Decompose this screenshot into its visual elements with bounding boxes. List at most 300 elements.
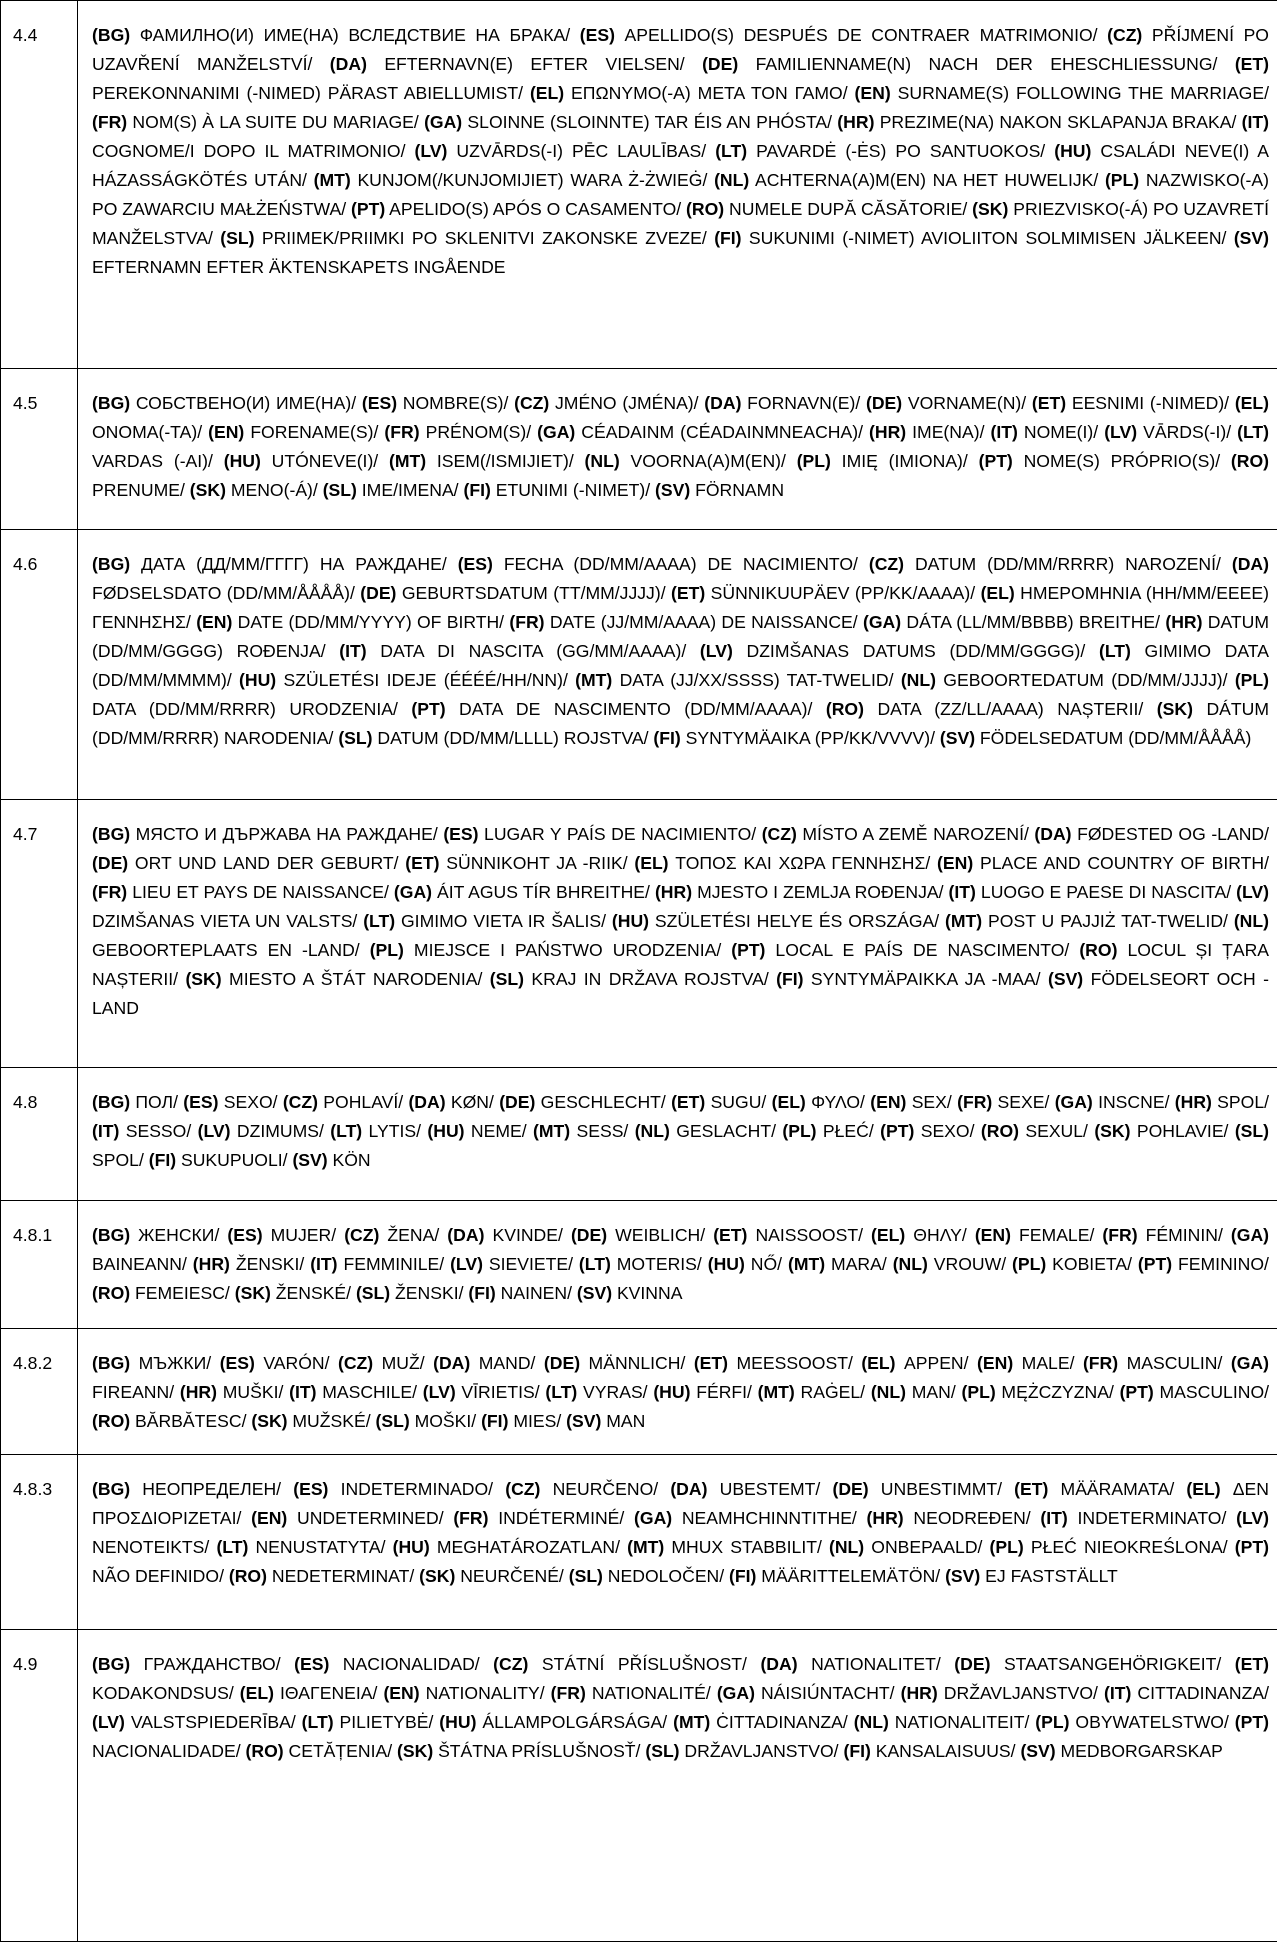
translation-text: ΦΥΛΟ/	[806, 1092, 870, 1112]
translation-text: FAMILIENNAME(N) NACH DER EHESCHLIESSUNG/	[738, 54, 1235, 74]
translation-text: MASCULIN/	[1118, 1353, 1231, 1373]
language-code: (GA)	[634, 1508, 672, 1528]
translation-cell	[78, 530, 1277, 800]
language-code: (PL)	[782, 1121, 816, 1141]
language-code: (BG)	[92, 1353, 130, 1373]
language-code: (PT)	[731, 940, 765, 960]
translation-text: MALE/	[1013, 1353, 1083, 1373]
language-code: (SK)	[1094, 1121, 1130, 1141]
item-number: 4.9	[1, 1630, 78, 1942]
translation-text: VORNAME(N)/	[902, 393, 1032, 413]
translation-text: MOŠKI/	[410, 1411, 481, 1431]
language-code: (NL)	[871, 1382, 906, 1402]
translation-text: ΘΗΛΥ/	[905, 1225, 975, 1245]
translation-text: LUOGO E PAESE DI NASCITA/	[976, 882, 1236, 902]
translation-text: ПОЛ/	[130, 1092, 183, 1112]
language-code: (LV)	[1236, 882, 1269, 902]
language-code: (RO)	[92, 1283, 130, 1303]
language-code: (EN)	[977, 1353, 1013, 1373]
item-number: 4.5	[1, 369, 78, 530]
language-code: (SL)	[376, 1411, 410, 1431]
translation-text: KRAJ IN DRŽAVA ROJSTVA/	[524, 969, 776, 989]
translation-text: ΙΘΑΓΕΝΕΙΑ/	[274, 1683, 383, 1703]
translation-text: ŽENSKI/	[390, 1283, 468, 1303]
language-code: (IT)	[949, 882, 976, 902]
language-code: (MT)	[945, 911, 982, 931]
translation-text: VĀRDS(-I)/	[1137, 422, 1237, 442]
translation-text: NÁISIÚNTACHT/	[755, 1683, 901, 1703]
translation-text: MEGHATÁROZATLAN/	[430, 1537, 627, 1557]
translation-text: MOTERIS/	[611, 1254, 708, 1274]
translation-text: FÉRFI/	[690, 1382, 757, 1402]
language-code: (RO)	[1231, 451, 1269, 471]
language-code: (SK)	[190, 480, 226, 500]
language-code: (NL)	[635, 1121, 670, 1141]
item-number: 4.8.1	[1, 1201, 78, 1329]
language-code: (FR)	[384, 422, 419, 442]
translation-text: MJESTO I ZEMLJA ROĐENJA/	[692, 882, 948, 902]
language-code: (CZ)	[505, 1479, 540, 1499]
language-code: (PL)	[1035, 1712, 1069, 1732]
language-code: (DA)	[670, 1479, 707, 1499]
translation-text: NAINEN/	[496, 1283, 577, 1303]
translation-text: GESLACHT/	[670, 1121, 782, 1141]
language-code: (EL)	[240, 1683, 274, 1703]
translation-text: VROUW/	[928, 1254, 1012, 1274]
language-code: (FI)	[481, 1411, 508, 1431]
translation-text: NÃO DEFINIDO/	[92, 1566, 229, 1586]
language-code: (MT)	[389, 451, 426, 471]
language-code: (HU)	[224, 451, 261, 471]
language-code: (SK)	[251, 1411, 287, 1431]
translation-text: PRÉNOM(S)/	[420, 422, 538, 442]
translation-text: STÁTNÍ PŘÍSLUŠNOST/	[528, 1654, 760, 1674]
language-code: (HU)	[612, 911, 649, 931]
translation-text: IME(NA)/	[906, 422, 990, 442]
translation-text: SURNAME(S) FOLLOWING THE MARRIAGE/	[891, 83, 1269, 103]
language-code: (MT)	[575, 670, 612, 690]
translation-text: APELIDO(S) APÓS O CASAMENTO/	[385, 199, 686, 219]
translation-text: NOME(S) PRÓPRIO(S)/	[1013, 451, 1231, 471]
language-code: (LV)	[1236, 1508, 1269, 1528]
translation-text: EJ FASTSTÄLLT	[980, 1566, 1118, 1586]
item-number: 4.8	[1, 1068, 78, 1201]
language-code: (PT)	[1235, 1712, 1269, 1732]
translation-text: VYRAS/	[577, 1382, 653, 1402]
translation-text: ŽENSKI/	[230, 1254, 310, 1274]
language-code: (SL)	[338, 728, 372, 748]
translation-cell	[78, 800, 1277, 1068]
language-code: (ES)	[580, 25, 615, 45]
language-code: (FI)	[468, 1283, 495, 1303]
language-code: (SL)	[569, 1566, 603, 1586]
language-code: (ES)	[458, 554, 493, 574]
language-code: (NL)	[854, 1712, 889, 1732]
translation-text: SEXE/	[992, 1092, 1054, 1112]
translation-text: PRIIMEK/PRIIMKI PO SKLENITVI ZAKONSKE ZVEZE/	[254, 228, 714, 248]
language-code: (DA)	[1232, 554, 1269, 574]
table-row	[1, 530, 1277, 800]
translation-text: NEURČENO/	[540, 1479, 670, 1499]
translation-text: JMÉNO (JMÉNA)/	[549, 393, 704, 413]
language-code: (ET)	[671, 583, 705, 603]
translation-text: UNBESTIMMT/	[869, 1479, 1015, 1499]
translation-text: МЯСТО И ДЪРЖАВА НА РАЖДАНЕ/	[130, 824, 443, 844]
translation-text: MUJER/	[263, 1225, 345, 1245]
translation-text: NATIONALITÉ/	[586, 1683, 717, 1703]
language-code: (ES)	[294, 1654, 329, 1674]
translation-text: ЖЕНСКИ/	[130, 1225, 227, 1245]
translation-text: NATIONALITET/	[798, 1654, 955, 1674]
language-code: (LT)	[545, 1382, 577, 1402]
language-code: (DE)	[866, 393, 902, 413]
translation-text: NEAMHCHINNTITHE/	[672, 1508, 866, 1528]
translation-text: KANSALAISUUS/	[871, 1741, 1021, 1761]
language-code: (NL)	[829, 1537, 864, 1557]
language-code: (PL)	[1012, 1254, 1046, 1274]
language-code: (GA)	[424, 112, 462, 132]
translation-text: FECHA (DD/MM/AAAA) DE NACIMIENTO/	[493, 554, 869, 574]
language-code: (EN)	[196, 612, 232, 632]
language-code: (EN)	[251, 1508, 287, 1528]
language-code: (BG)	[92, 824, 130, 844]
translation-text: FØDSELSDATO (DD/MM/ÅÅÅÅ)/	[92, 583, 360, 603]
translation-text: MÍSTO A ZEMĚ NAROZENÍ/	[797, 824, 1035, 844]
translation-text: INDÉTERMINÉ/	[489, 1508, 635, 1528]
translation-text: MEESSOOST/	[728, 1353, 861, 1373]
translation-text: COGNOME/I DOPO IL MATRIMONIO/	[92, 141, 415, 161]
translation-text: UTÓNEVE(I)/	[261, 451, 389, 471]
language-code: (LV)	[450, 1254, 483, 1274]
language-code: (PT)	[411, 699, 445, 719]
translation-text: MUŽSKÉ/	[288, 1411, 376, 1431]
language-code: (IT)	[1104, 1683, 1131, 1703]
language-code: (FR)	[92, 882, 127, 902]
language-code: (ES)	[220, 1353, 255, 1373]
language-code: (PT)	[1120, 1382, 1154, 1402]
translation-text: ΗΜΕΡΟΜΗΝΙΑ (ΗΗ/ΜΜ/ΕΕΕΕ) ΓΕΝΝΗΣΗΣ/	[92, 583, 1269, 632]
translation-text: MAN/	[906, 1382, 961, 1402]
language-code: (SK)	[397, 1741, 433, 1761]
language-code: (BG)	[92, 1092, 130, 1112]
language-code: (HR)	[655, 882, 692, 902]
language-code: (DE)	[92, 853, 128, 873]
translation-text: NACIONALIDADE/	[92, 1741, 246, 1761]
translation-text: FEMMINILE/	[338, 1254, 451, 1274]
language-code: (SK)	[235, 1283, 271, 1303]
translation-text: DZIMUMS/	[231, 1121, 331, 1141]
language-code: (ES)	[443, 824, 478, 844]
translation-text: ŽENA/	[379, 1225, 447, 1245]
language-code: (LT)	[1237, 422, 1269, 442]
translation-text: PRENUME/	[92, 480, 190, 500]
language-code: (ET)	[694, 1353, 728, 1373]
translation-text: DATA DI NASCITA (GG/MM/AAAA)/	[367, 641, 700, 661]
translation-text: POHLAVÍ/	[318, 1092, 408, 1112]
language-code: (SK)	[185, 969, 221, 989]
translation-text: ŠTÁTNA PRÍSLUŠNOSŤ/	[433, 1741, 645, 1761]
table-body	[1, 1, 1277, 1942]
translation-text: DZIMŠANAS DATUMS (DD/MM/GGGG)/	[733, 641, 1099, 661]
translation-text: DATE (JJ/MM/AAAA) DE NAISSANCE/	[545, 612, 863, 632]
translation-text: FÖDELSEORT OCH -LAND	[92, 969, 1269, 1018]
language-code: (DE)	[499, 1092, 535, 1112]
translation-text: GIMIMO VIETA IR ŠALIS/	[395, 911, 612, 931]
language-code: (DA)	[704, 393, 741, 413]
translation-text: PLACE AND COUNTRY OF BIRTH/	[973, 853, 1269, 873]
translation-text: NEODREĐEN/	[904, 1508, 1041, 1528]
language-code: (LT)	[302, 1712, 334, 1732]
translation-text: VARÓN/	[255, 1353, 338, 1373]
translation-text: FORNAVN(E)/	[741, 393, 866, 413]
translation-text: DRŽAVLJANSTVO/	[938, 1683, 1104, 1703]
translation-text: MIESTO A ŠTÁT NARODENIA/	[222, 969, 490, 989]
language-code: (LT)	[1099, 641, 1131, 661]
language-code: (IT)	[92, 1121, 119, 1141]
translation-text: UZVĀRDS(-I) PĒC LAULĪBAS/	[447, 141, 715, 161]
language-code: (MT)	[758, 1382, 795, 1402]
language-code: (DE)	[360, 583, 396, 603]
translation-text: NUMELE DUPĂ CĂSĂTORIE/	[724, 199, 972, 219]
translation-text: ORT UND LAND DER GEBURT/	[128, 853, 405, 873]
item-number: 4.6	[1, 530, 78, 800]
translation-text: PEREKONNANIMI (-NIMED) PÄRAST ABIELLUMIST/	[92, 83, 530, 103]
translation-text: MARA/	[825, 1254, 893, 1274]
language-code: (DA)	[760, 1654, 797, 1674]
language-code: (LT)	[216, 1537, 248, 1557]
translation-text: ÁIT AGUS TÍR BHREITHE/	[432, 882, 655, 902]
language-code: (SL)	[220, 228, 254, 248]
language-code: (DA)	[408, 1092, 445, 1112]
language-code: (EN)	[975, 1225, 1011, 1245]
translation-text: NEDETERMINAT/	[267, 1566, 419, 1586]
language-code: (CZ)	[493, 1654, 528, 1674]
translation-text: KVINDE/	[484, 1225, 571, 1245]
language-code: (SV)	[940, 728, 975, 748]
translation-text: VALSTSPIEDERĪBA/	[125, 1712, 302, 1732]
language-code: (PL)	[1235, 670, 1269, 690]
translation-text: FÖRNAMN	[690, 480, 784, 500]
translation-text: ФАМИЛНО(И) ИМЕ(НА) ВСЛЕДСТВИЕ НА БРАКА/	[130, 25, 580, 45]
translation-text: NŐ/	[745, 1254, 788, 1274]
language-code: (GA)	[717, 1683, 755, 1703]
language-code: (EL)	[871, 1225, 905, 1245]
language-code: (HR)	[901, 1683, 938, 1703]
translation-text: INDETERMINATO/	[1068, 1508, 1236, 1528]
language-code: (HU)	[239, 670, 276, 690]
translation-text: NOMBRE(S)/	[397, 393, 514, 413]
language-code: (SV)	[1048, 969, 1083, 989]
item-number: 4.8.3	[1, 1455, 78, 1630]
translation-text: FÖDELSEDATUM (DD/MM/ÅÅÅÅ)	[975, 728, 1251, 748]
language-code: (IT)	[1242, 112, 1269, 132]
language-code: (GA)	[394, 882, 432, 902]
language-code: (RO)	[246, 1741, 284, 1761]
language-code: (GA)	[537, 422, 575, 442]
translation-text: DÁTA (LL/MM/BBBB) BREITHE/	[901, 612, 1165, 632]
language-code: (RO)	[92, 1411, 130, 1431]
language-code: (HR)	[837, 112, 874, 132]
translation-text: DATUM (DD/MM/LLLL) ROJSTVA/	[373, 728, 654, 748]
translation-text: WEIBLICH/	[607, 1225, 713, 1245]
language-code: (HU)	[653, 1382, 690, 1402]
language-code: (EL)	[861, 1353, 895, 1373]
item-number: 4.4	[1, 1, 78, 369]
translation-text: MAND/	[470, 1353, 544, 1373]
language-code: (PT)	[979, 451, 1013, 471]
translation-text: INSCNE/	[1093, 1092, 1175, 1112]
language-code: (IT)	[339, 641, 366, 661]
translation-text: NENOTEIKTS/	[92, 1537, 216, 1557]
translation-text: SPOL/	[92, 1150, 149, 1170]
item-number: 4.8.2	[1, 1329, 78, 1455]
translation-text: ETUNIMI (-NIMET)/	[491, 480, 655, 500]
language-code: (FI)	[843, 1741, 870, 1761]
language-code: (EL)	[772, 1092, 806, 1112]
language-code: (IT)	[310, 1254, 337, 1274]
language-code: (GA)	[1231, 1225, 1269, 1245]
translation-text: VOORNA(A)M(EN)/	[620, 451, 797, 471]
language-code: (DE)	[832, 1479, 868, 1499]
translation-text: SEXUL/	[1019, 1121, 1094, 1141]
language-code: (DE)	[544, 1353, 580, 1373]
translation-text: EESNIMI (-NIMED)/	[1066, 393, 1235, 413]
translation-text: FEMEIESC/	[130, 1283, 235, 1303]
translation-text: CITTADINANZA/	[1131, 1683, 1269, 1703]
translation-text: PAVARDĖ (-ĖS) PO SANTUOKOS/	[747, 141, 1054, 161]
translation-text: ĊITTADINANZA/	[710, 1712, 853, 1732]
translation-text: SPOL/	[1212, 1092, 1269, 1112]
translation-text: BĂRBĂTESC/	[130, 1411, 251, 1431]
language-code: (SL)	[1235, 1121, 1269, 1141]
translation-text: NEDOLOČEN/	[603, 1566, 729, 1586]
translation-text: MUŠKI/	[217, 1382, 289, 1402]
language-code: (EL)	[981, 583, 1015, 603]
translation-text: VĪRIETIS/	[456, 1382, 546, 1402]
language-code: (DE)	[702, 54, 738, 74]
language-code: (MT)	[788, 1254, 825, 1274]
translation-cell	[78, 369, 1277, 530]
translation-text: ГРАЖДАНСТВО/	[130, 1654, 294, 1674]
translation-cell	[78, 1455, 1277, 1630]
translation-text: DÁTUM (DD/MM/RRRR) NARODENIA/	[92, 699, 1269, 748]
language-code: (FI)	[149, 1150, 176, 1170]
language-code: (LT)	[579, 1254, 611, 1274]
translation-text: DATA (ZZ/LL/AAAA) NAȘTERII/	[864, 699, 1157, 719]
language-code: (RO)	[981, 1121, 1019, 1141]
translation-text: SUGU/	[705, 1092, 771, 1112]
language-code: (ET)	[1014, 1479, 1048, 1499]
language-code: (SV)	[577, 1283, 612, 1303]
language-code: (LV)	[423, 1382, 456, 1402]
translation-text: SYNTYMÄAIKA (PP/KK/VVVV)/	[681, 728, 940, 748]
language-code: (LV)	[415, 141, 448, 161]
table-row	[1, 1, 1277, 369]
language-code: (HR)	[869, 422, 906, 442]
translation-text: MÄÄRITTELEMÄTÖN/	[756, 1566, 945, 1586]
translation-text: NENUSTATYTA/	[248, 1537, 392, 1557]
translation-text: VARDAS (-AI)/	[92, 451, 224, 471]
language-code: (CZ)	[762, 824, 797, 844]
translation-text: KOBIETA/	[1046, 1254, 1138, 1274]
language-code: (ET)	[405, 853, 439, 873]
language-code: (HR)	[193, 1254, 230, 1274]
language-code: (ES)	[183, 1092, 218, 1112]
language-code: (CZ)	[514, 393, 549, 413]
language-code: (IT)	[289, 1382, 316, 1402]
translation-text: FEMININO/	[1172, 1254, 1269, 1274]
language-code: (DA)	[447, 1225, 484, 1245]
language-code: (HR)	[1165, 612, 1202, 632]
language-code: (CZ)	[869, 554, 904, 574]
translation-text: GIMIMO DATA (DD/MM/MMMM)/	[92, 641, 1269, 690]
translation-text: POST U PAJJIŻ TAT-TWELID/	[982, 911, 1234, 931]
translation-text: FEMALE/	[1011, 1225, 1102, 1245]
language-code: (PL)	[961, 1382, 995, 1402]
translation-text: NACIONALIDAD/	[329, 1654, 493, 1674]
translation-text: DRŽAVLJANSTVO/	[680, 1741, 844, 1761]
translation-text: PREZIME(NA) NAKON SKLAPANJA BRAKA/	[874, 112, 1241, 132]
translation-text: SÜNNIKOHT JA -RIIK/	[440, 853, 635, 873]
translation-text: PŘÍJMENÍ PO UZAVŘENÍ MANŽELSTVÍ/	[92, 25, 1269, 74]
translation-text: MASCULINO/	[1154, 1382, 1269, 1402]
translation-text: NEURČENÉ/	[455, 1566, 568, 1586]
translation-text: SESS/	[570, 1121, 635, 1141]
language-code: (EL)	[530, 83, 564, 103]
language-code: (EL)	[1186, 1479, 1220, 1499]
language-code: (SL)	[356, 1283, 390, 1303]
item-number: 4.7	[1, 800, 78, 1068]
language-code: (RO)	[826, 699, 864, 719]
language-code: (DA)	[330, 54, 367, 74]
translation-text: SESSO/	[119, 1121, 197, 1141]
language-code: (BG)	[92, 1654, 130, 1674]
language-code: (NL)	[714, 170, 749, 190]
language-code: (DE)	[571, 1225, 607, 1245]
translation-text: CSALÁDI NEVE(I) A HÁZASSÁGKÖTÉS UTÁN/	[92, 141, 1269, 190]
translation-text: FIREANN/	[92, 1382, 180, 1402]
table-row	[1, 1201, 1277, 1329]
language-code: (HR)	[1175, 1092, 1212, 1112]
language-code: (LT)	[330, 1121, 362, 1141]
language-code: (FI)	[714, 228, 741, 248]
translation-text: DATA (DD/MM/RRRR) URODZENIA/	[92, 699, 411, 719]
language-code: (HU)	[1054, 141, 1091, 161]
translation-text: NOM(S) À LA SUITE DU MARIAGE/	[127, 112, 424, 132]
language-code: (NL)	[901, 670, 936, 690]
translation-text: INDETERMINADO/	[328, 1479, 505, 1499]
language-code: (PT)	[351, 199, 385, 219]
translation-text: СОБСТВЕНО(И) ИМЕ(НА)/	[130, 393, 362, 413]
table-row	[1, 1329, 1277, 1455]
language-code: (DA)	[433, 1353, 470, 1373]
translation-text: MÄNNLICH/	[580, 1353, 694, 1373]
language-code: (BG)	[92, 1225, 130, 1245]
language-code: (MT)	[627, 1537, 664, 1557]
translation-text: CÉADAINM (CÉADAINMNEACHA)/	[575, 422, 869, 442]
language-code: (ES)	[362, 393, 397, 413]
language-code: (SV)	[1234, 228, 1269, 248]
language-code: (GA)	[863, 612, 901, 632]
translation-text: SEXO/	[218, 1092, 282, 1112]
language-code: (ET)	[1235, 54, 1269, 74]
language-code: (PT)	[1235, 1537, 1269, 1557]
language-code: (SK)	[419, 1566, 455, 1586]
language-code: (MT)	[533, 1121, 570, 1141]
language-code: (EN)	[937, 853, 973, 873]
translation-text: MUŽ/	[373, 1353, 433, 1373]
language-code: (FI)	[729, 1566, 756, 1586]
